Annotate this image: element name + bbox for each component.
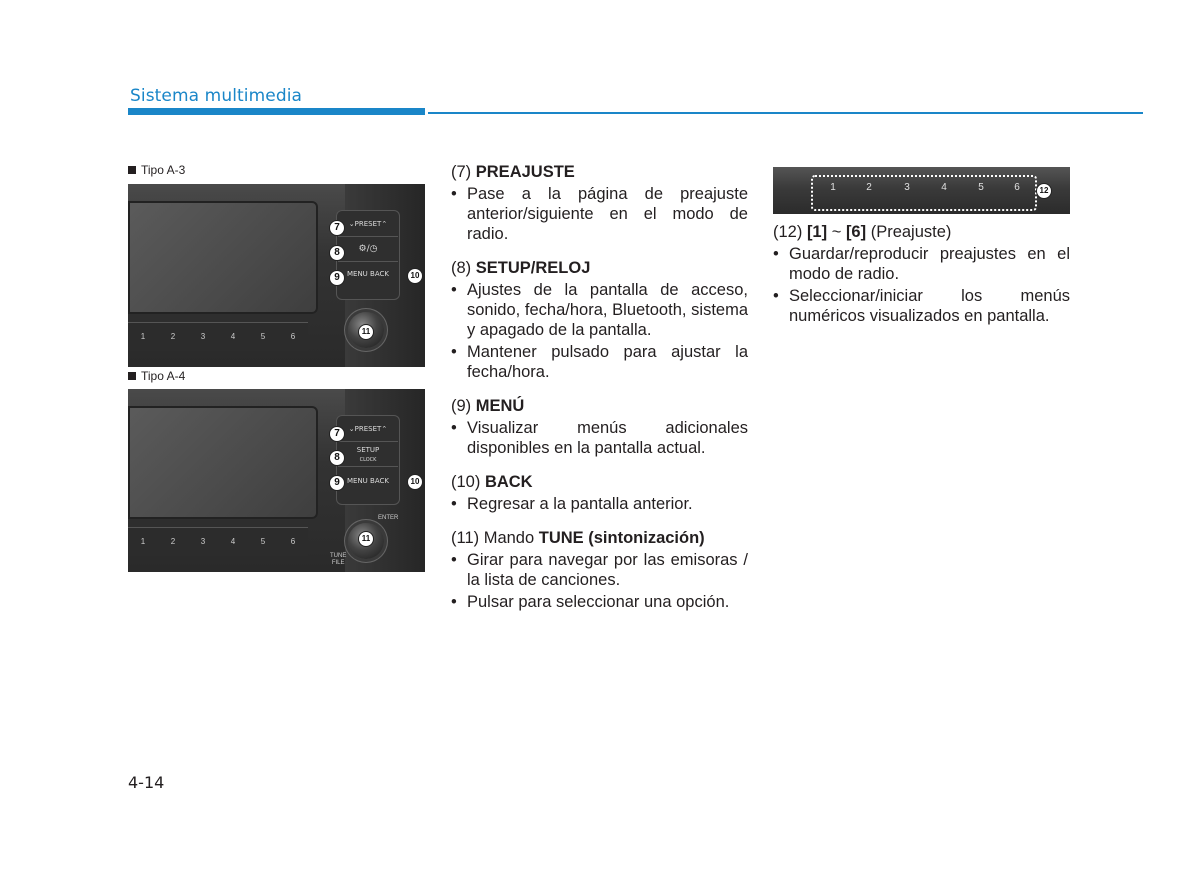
section-11 xyxy=(451,528,748,612)
callout-8: 8 xyxy=(329,245,345,261)
list-item: • Pulsar para seleccionar una opción. xyxy=(451,592,748,612)
callout-11: 11 xyxy=(358,324,374,340)
callout-7: 7 xyxy=(329,220,345,236)
text-column-right xyxy=(773,222,1070,340)
callout-9: 9 xyxy=(329,475,345,491)
preset-number: 4 xyxy=(941,182,947,193)
section-7 xyxy=(451,162,748,244)
preset-button: ⌄PRESET⌃ xyxy=(338,212,398,237)
preset-number: 1 xyxy=(830,182,836,193)
section-heading: (11) Mando TUNE (sintonización) xyxy=(451,529,705,547)
callout-8: 8 xyxy=(329,450,345,466)
section-9 xyxy=(451,396,748,458)
list-item: • Guardar/reproducir preajustes en el modo de radio. xyxy=(773,244,1070,284)
setup-clock-button: ⚙/◷ xyxy=(338,237,398,262)
menu-back-buttons: MENU BACK xyxy=(346,477,389,485)
list-item: • Visualizar menús adicionales disponibles en la pantalla actual. xyxy=(451,418,748,458)
callout-9: 9 xyxy=(329,270,345,286)
text-column-middle xyxy=(451,162,748,626)
header-rule-thick xyxy=(128,108,425,115)
list-item: • Ajustes de la pantalla de acceso, sonido, fecha/hora, Bluetooth, sistema y apagado de la pantalla. xyxy=(451,280,748,340)
caption-square-icon xyxy=(128,166,136,174)
menu-back-buttons: MENU BACK xyxy=(346,270,389,278)
section-heading: (8) SETUP/RELOJ xyxy=(451,259,591,277)
preset-number: 3 xyxy=(904,182,910,193)
section-title: Sistema multimedia xyxy=(130,86,303,106)
preset-strip-image xyxy=(773,167,1070,214)
callout-11: 11 xyxy=(358,531,374,547)
section-heading: (7) PREAJUSTE xyxy=(451,163,575,181)
list-item: • Girar para navegar por las emisoras / la lista de canciones. xyxy=(451,550,748,590)
preset-strip: 1 2 3 4 5 6 xyxy=(128,322,308,351)
setup-clock-button: SETUP CLOCK xyxy=(338,442,398,467)
preset-number: 5 xyxy=(978,182,984,193)
preset-button: ⌄PRESET⌃ xyxy=(338,417,398,442)
callout-10: 10 xyxy=(407,474,423,490)
page-number: 4-14 xyxy=(128,773,165,792)
enter-label: ENTER xyxy=(378,515,399,521)
section-heading: (12) [1] ~ [6] (Preajuste) xyxy=(773,223,952,241)
section-heading: (10) BACK xyxy=(451,473,533,491)
radio-panel-a3-image xyxy=(128,184,425,367)
caption-square-icon xyxy=(128,372,136,380)
callout-7: 7 xyxy=(329,426,345,442)
preset-number: 6 xyxy=(1014,182,1020,193)
list-item: • Pase a la página de preajuste anterior/siguiente en el modo de radio. xyxy=(451,184,748,244)
callout-12: 12 xyxy=(1036,183,1052,199)
figure-caption-a4: Tipo A-4 xyxy=(128,369,185,383)
list-item: • Mantener pulsado para ajustar la fecha/hora. xyxy=(451,342,748,382)
list-item: • Regresar a la pantalla anterior. xyxy=(451,494,748,514)
tune-file-label: TUNE FILE xyxy=(330,553,347,566)
figure-caption-a3: Tipo A-3 xyxy=(128,163,185,177)
section-heading: (9) MENÚ xyxy=(451,397,525,415)
radio-panel-a4-image xyxy=(128,389,425,572)
preset-strip: 1 2 3 4 5 6 xyxy=(128,527,308,556)
section-12 xyxy=(773,222,1070,326)
dotted-highlight xyxy=(811,175,1037,211)
section-10 xyxy=(451,472,748,514)
section-8 xyxy=(451,258,748,382)
display-screen xyxy=(128,201,318,314)
list-item: • Seleccionar/iniciar los menús numéricos visualizados en pantalla. xyxy=(773,286,1070,326)
display-screen xyxy=(128,406,318,519)
preset-number: 2 xyxy=(866,182,872,193)
header-rule-thin xyxy=(428,112,1143,114)
callout-10: 10 xyxy=(407,268,423,284)
